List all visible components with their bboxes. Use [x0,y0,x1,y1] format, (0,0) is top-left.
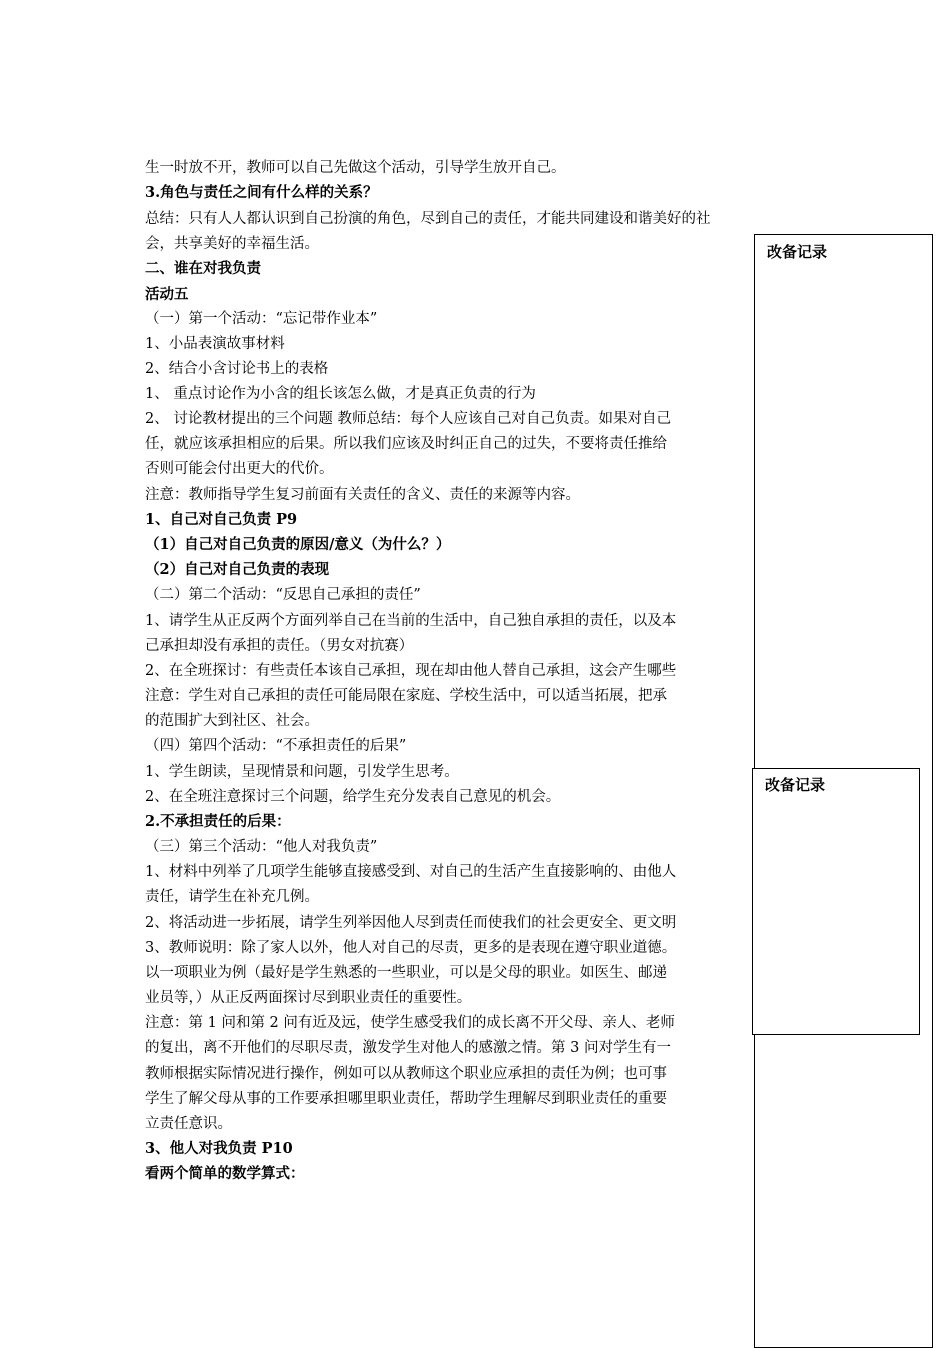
text-line: （四）第四个活动：“不承担责任的后果” [145,738,407,754]
text-line: 教师根据实际情况进行操作，例如可以从教师这个职业应承担的责任为例；也可事 [145,1066,667,1082]
subsection-heading: （1）自己对自己负责的原因/意义（为什么？） [145,536,451,553]
summary-line: 总结：只有人人都认识到自己扮演的角色，尽到自己的责任，才能共同建设和谐美好的社 [145,211,711,227]
text-line: 1、请学生从正反两个方面列举自己在当前的生活中，自己独自承担的责任，以及本 [145,613,677,629]
text-line: 注意：学生对自己承担的责任可能局限在家庭、学校生活中，可以适当拓展，把承 [145,688,667,704]
text-line: 2、在全班注意探讨三个问题，给学生充分发表自己意见的机会。 [145,789,561,805]
text-line: 己承担却没有承担的责任。（男女对抗赛） [145,638,414,654]
text-line: 责任，请学生在补充几例。 [145,889,319,905]
revision-record-title: 改备记录 [767,243,828,261]
text-line: 业员等，）从正反两面探讨尽到职业责任的重要性。 [145,990,472,1006]
revision-record-title: 改备记录 [765,776,826,794]
text-line: 1、小品表演故事材料 [145,336,285,352]
text-line: 生一时放不开，教师可以自己先做这个活动，引导学生放开自己。 [145,160,566,176]
text-line: 1、学生朗读，呈现情景和问题，引发学生思考。 [145,764,459,780]
subsection-heading: 看两个简单的数学算式： [145,1165,305,1182]
text-line: 3、教师说明：除了家人以外，他人对自己的尽责，更多的是表现在遵守职业道德。 [145,940,677,956]
text-line: 以一项职业为例（最好是学生熟悉的一些职业，可以是父母的职业。如医生、邮递 [145,965,667,981]
text-line: 否则可能会付出更大的代价。 [145,461,334,477]
text-line: 的范围扩大到社区、社会。 [145,713,319,729]
text-line: 1、 重点讨论作为小含的组长该怎么做，才是真正负责的行为 [145,386,536,402]
text-line: 立责任意识。 [145,1116,232,1132]
subsection-heading: 3、他人对我负责 P10 [145,1140,293,1157]
activity-heading: 活动五 [145,286,189,303]
text-line: 2、 讨论教材提出的三个问题 教师总结：每个人应该自己对自己负责。如果对自己 [145,411,671,427]
text-line: 2、在全班探讨：有些责任本该自己承担，现在却由他人替自己承担，这会产生哪些 [145,663,677,679]
revision-record-box [752,768,920,1035]
text-line: 2、将活动进一步拓展，请学生列举因他人尽到责任而使我们的社会更安全、更文明 [145,915,677,931]
text-line: 1、材料中列举了几项学生能够直接感受到、对自己的生活产生直接影响的、由他人 [145,864,677,880]
text-line: 任，就应该承担相应的后果。所以我们应该及时纠正自己的过失，不要将责任推给 [145,436,667,452]
text-line: 注意：教师指导学生复习前面有关责任的含义、责任的来源等内容。 [145,487,580,503]
text-line: 学生了解父母从事的工作要承担哪里职业责任，帮助学生理解尽到职业责任的重要 [145,1091,667,1107]
text-line: （二）第二个活动：“反思自己承担的责任” [145,587,421,603]
text-line: （一）第一个活动：“忘记带作业本” [145,311,378,327]
text-line: 注意：第 1 问和第 2 问有近及远，使学生感受我们的成长离不开父母、亲人、老师 [145,1015,675,1031]
section-heading: 二、谁在对我负责 [145,260,261,277]
text-line: 会，共享美好的幸福生活。 [145,236,319,252]
subsection-heading: 2.不承担责任的后果： [145,813,291,830]
subsection-heading: （2）自己对自己负责的表现 [145,561,330,578]
subsection-heading: 1、自己对自己负责 P9 [145,511,298,528]
text-line: 2、结合小含讨论书上的表格 [145,361,329,377]
text-line: 的复出，离不开他们的尽职尽责，激发学生对他人的感激之情。第 3 问对学生有一 [145,1040,671,1056]
text-line: （三）第三个活动：“他人对我负责” [145,839,378,855]
question-heading: 3.角色与责任之间有什么样的关系？ [145,184,378,201]
